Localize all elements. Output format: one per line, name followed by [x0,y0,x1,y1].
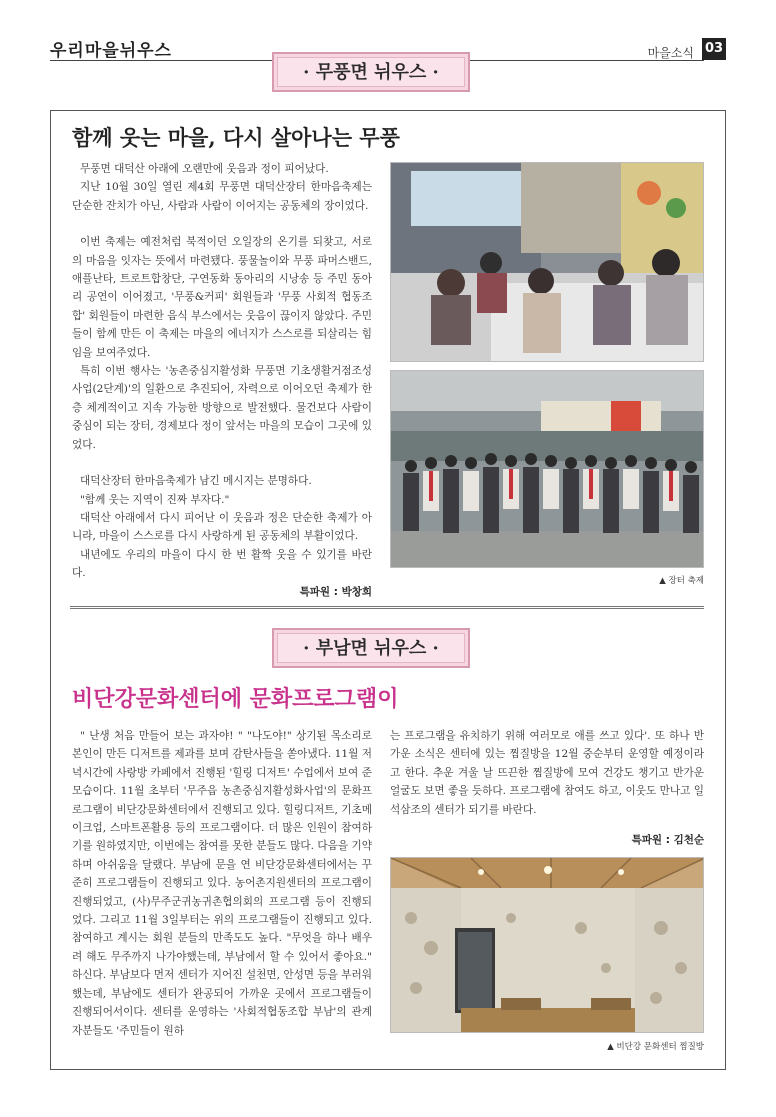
section-divider [70,606,704,609]
article-title: 함께 웃는 마을, 다시 살아나는 무풍 [72,125,400,150]
byline: 특파원 : 김천순 [631,834,704,846]
jjimjilbang-photo [390,857,704,1033]
group-photo [390,370,704,568]
paragraph: 는 프로그램을 유치하기 위해 여러모로 애를 쓰고 있다'. 또 하나 반가운 소식은 센터에 있는 찜질방을 12월 중순부터 운영할 예정이라고 한다. 추운 겨울 날 뜨끈한 찜질방에 모여 건강도 챙기고 반가운 얼굴도 보면 좋을 듯하다. 프로그램에 참여도 하고, 이웃도 만나고 일석삼조의 센터가 되기를 바란다. [390,730,704,816]
paragraph: 무풍면 대덕산 아래에 오랜만에 웃음과 정이 피어났다. [80,163,329,175]
article-body-left [72,727,372,1040]
paragraph: 이번 축제는 예전처럼 북적이던 오일장의 온기를 되찾고, 서로의 마음을 잇자는 뜻에서 마련됐다. 풍물놀이와 무풍 파머스밴드, 애플난타, 트로트합창단, 구연동화 동아리의 시낭송 등 주민 동아리 공연이 이어졌고, '무풍&커피' 회원들과 '무풍 사회적 협동조합' 회원들이 마련한 음식 부스에서는 웃음이 끊이지 않았다. 주민들이 함께 만든 이 축제는 마을의 에너지가 스스로를 되살리는 힘임을 보여주었다. [72,236,372,359]
section-banner-label: · 무풍면 뉘우스 · [277,57,465,87]
festival-stage-photo [390,162,704,362]
photo-caption: ▲ 장터 축제 [659,576,704,586]
paragraph: " 난생 처음 만들어 보는 과자야! " "나도야!" 상기된 목소리로 본인이 만든 디저트를 제과를 보며 감탄사들을 쏟아냈다. 11월 저녁시간에 사랑방 카페에서 진행된 '힐링 디저트' 수업에서 보여 준 모습이다. 11월 초부터 '무주읍 농촌중심지활성화사업'의 문화프로그램이 비단강문화센터에서 진행되고 있다. 힐링디저트, 기초메이크업, 스마트폰활용 등의 프로그램이다. 더 많은 인원이 참여하기를 원하였지만, 이번에는 참여를 못한 분들도 많다. 다음을 기약하며 아쉬움을 달랬다. 부남에 문을 연 비단강문화센터에서는 꾸준히 프로그램들이 진행되고 있다. 농어촌지원센터의 프로그램이 진행되었고, (사)무주군귀농귀촌협의회의 프로그램 등이 진행되었다. 그리고 11월 3일부터는 위의 프로그램들이 진행되고 있다. 참여하고 계시는 회원 분들의 만족도도 높다. "무엇을 하나 배우려 해도 무주까지 나가야했는데, 부남에서 할 수 있어서 좋아요." 하신다. 부남보다 먼저 센터가 지어진 설천면, 안성면 등을 부러워했는데, 부남에도 센터가 완공되어 가까운 곳에서 프로그램들이 진행되어서이다. 센터를 운영하는 '사회적협동조합 부남'의 관계자분들도 '주민들이 원하 [72,730,372,1037]
section-banner-label: · 부남면 뉘우스 · [277,633,465,663]
article-title: 비단강문화센터에 문화프로그램이 [72,686,399,712]
paragraph: 내년에도 우리의 마을이 다시 한 번 활짝 웃을 수 있기를 바란다. [72,548,372,580]
paragraph: 대덕산장터 한마음축제가 남긴 메시지는 분명하다. [80,475,312,488]
byline: 특파원 : 박창희 [299,586,372,598]
section-name: 마을소식 [647,46,694,60]
article-body-right [390,727,704,819]
section-banner-mupung [272,52,470,92]
photo-caption: ▲ 비단강 문화센터 찜질방 [607,1042,704,1052]
paragraph: "함께 웃는 지역이 진짜 부자다." [80,493,230,506]
paragraph: 지난 10월 30일 열린 제4회 무풍면 대덕산장터 한마음축제는 단순한 잔치가 아닌, 사람과 사람이 이어지는 공동체의 장이었다. [72,181,372,212]
paragraph: 특히 이번 행사는 '농촌중심지활성화 무풍면 기초생활거점조성사업(2단계)'의 일환으로 추진되어, 자력으로 이어오던 축제가 한층 체계적이고 지속 가능한 방향으로 발전했다. 물건보다 사람이 중심이 되는 장터, 경제보다 정이 앞서는 마을의 모습이 그곳에 있었다. [72,365,372,451]
newspaper-logo: 우리마을뉘우스 [50,41,172,61]
page-number: 03 [702,38,726,60]
paragraph: 대덕산 아래에서 다시 피어난 이 웃음과 정은 단순한 축제가 아니라, 마을이 스스로를 다시 사랑하게 된 공동체의 부활이었다. [72,511,372,543]
article-body [72,160,372,583]
section-banner-bunam [272,628,470,668]
